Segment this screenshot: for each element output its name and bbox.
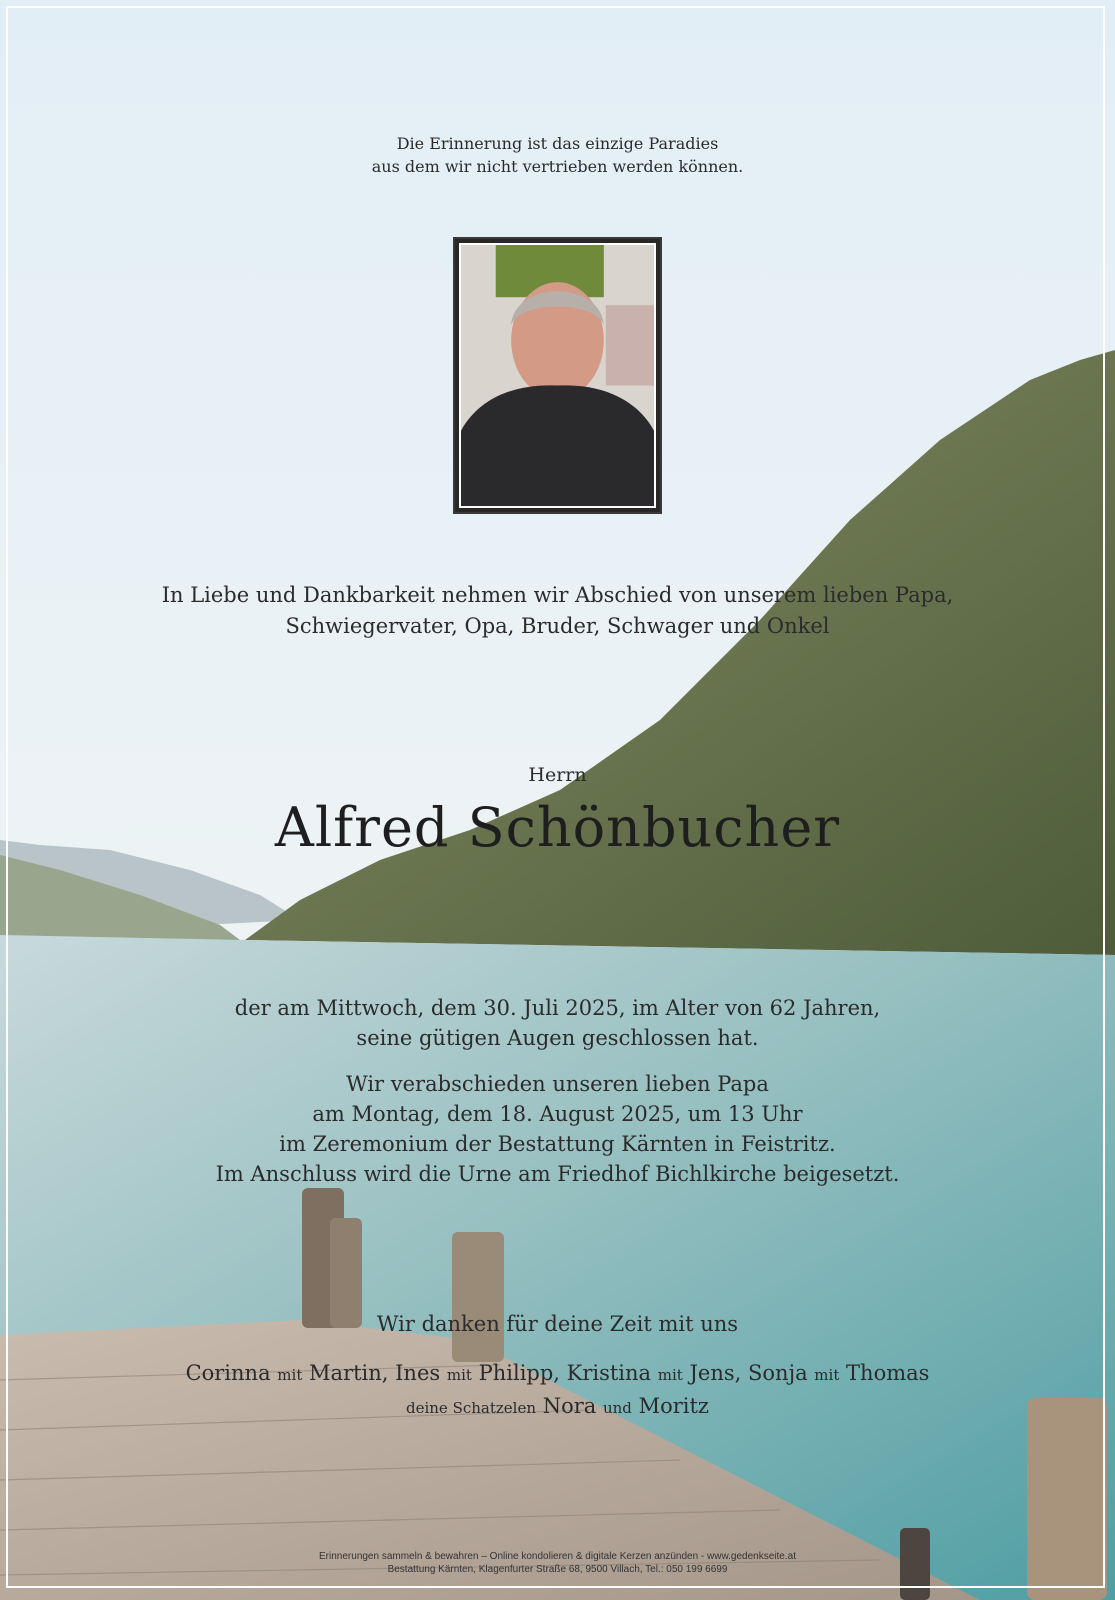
person-silhouette xyxy=(461,245,654,506)
death-line: seine gütigen Augen geschlossen hat. xyxy=(356,1026,759,1050)
family-member-name: Jens, Sonja xyxy=(689,1361,808,1385)
family-line-children xyxy=(0,1358,1115,1391)
death-line: der am Mittwoch, dem 30. Juli 2025, im Alter von 62 Jahren, xyxy=(234,996,881,1020)
farewell-intro xyxy=(0,580,1115,642)
family-connector-word: und xyxy=(602,1399,632,1417)
motto-quote xyxy=(0,132,1115,178)
family-connector-word: mit xyxy=(814,1366,840,1384)
deceased-name: Alfred Schönbucher xyxy=(274,796,841,859)
footer-line: Erinnerungen sammeln & bewahren – Online kondolieren & digitale Kerzen anzünden - www.gedenkseite.at xyxy=(319,1551,796,1562)
family-member-name: Nora xyxy=(542,1394,597,1418)
funeral-home-footer xyxy=(0,1550,1115,1576)
family-member-name: Thomas xyxy=(846,1361,930,1385)
family-connector-word: mit xyxy=(657,1366,683,1384)
family-member-name: Corinna xyxy=(185,1361,271,1385)
portrait-inner-frame xyxy=(459,243,656,508)
salutation: Herrn xyxy=(528,764,587,786)
family-member-name: Martin, Ines xyxy=(309,1361,441,1385)
ceremony-details xyxy=(0,1069,1115,1189)
family-connector-word: mit xyxy=(277,1366,303,1384)
family-connector-word: deine Schatzelen xyxy=(406,1399,537,1417)
family-member-name: Moritz xyxy=(638,1394,709,1418)
ceremony-line: Wir verabschieden unseren lieben Papa xyxy=(346,1072,769,1096)
intro-line: In Liebe und Dankbarkeit nehmen wir Abschied von unserem lieben Papa, xyxy=(161,583,954,607)
family-connector-word: mit xyxy=(446,1366,472,1384)
intro-line: Schwiegervater, Opa, Bruder, Schwager und Onkel xyxy=(285,614,830,638)
ceremony-line: im Zeremonium der Bestattung Kärnten in Feistritz. xyxy=(279,1132,836,1156)
portrait-photo xyxy=(453,237,662,514)
motto-line: Die Erinnerung ist das einzige Paradies xyxy=(396,134,719,153)
footer-line: Bestattung Kärnten, Klagenfurter Straße 68, 9500 Villach, Tel.: 050 199 6699 xyxy=(387,1564,728,1575)
motto-line: aus dem wir nicht vertrieben werden können. xyxy=(371,157,744,176)
family-member-name: Philipp, Kristina xyxy=(478,1361,652,1385)
family-signature xyxy=(0,1358,1115,1424)
ceremony-line: am Montag, dem 18. August 2025, um 13 Uhr xyxy=(312,1102,803,1126)
death-notice xyxy=(0,993,1115,1053)
ceremony-line: Im Anschluss wird die Urne am Friedhof Bichlkirche beigesetzt. xyxy=(215,1162,900,1186)
thanks-line: Wir danken für deine Zeit mit uns xyxy=(376,1312,739,1336)
family-line-grandchildren xyxy=(0,1391,1115,1424)
